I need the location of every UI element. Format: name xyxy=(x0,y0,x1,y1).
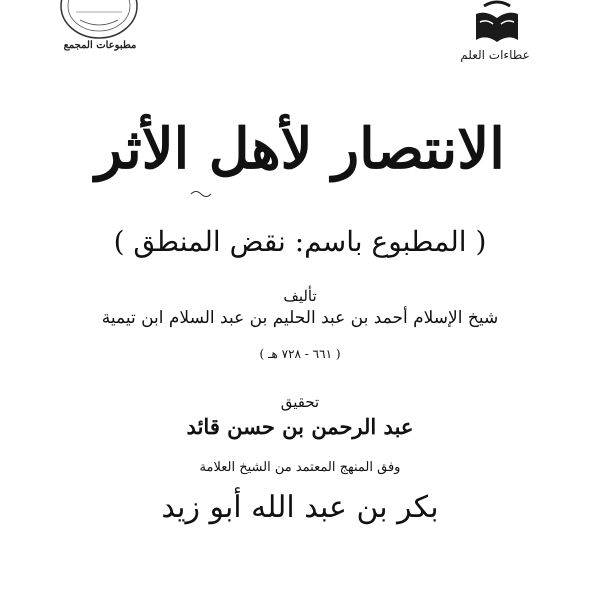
title-ornament-icon xyxy=(190,188,212,201)
seal-caption: مطبوعات المجمع xyxy=(63,40,137,51)
open-book-icon xyxy=(462,0,532,50)
seal-emblem-icon xyxy=(58,0,140,40)
scholar-name: بكر بن عبد الله أبو زيد xyxy=(161,490,439,525)
author-name: شيخ الإسلام أحمد بن عبد الحليم بن عبد السلام ابن تيمية xyxy=(101,308,499,328)
logo-caption: عطاءات العلم xyxy=(460,48,530,62)
book-title: الانتصار لأهل الأثر xyxy=(95,116,505,182)
author-label: تأليف xyxy=(283,287,317,305)
editor-name: عبد الرحمن بن حسن قائد xyxy=(186,414,414,439)
bottom-edge-decoration xyxy=(0,588,600,600)
method-line: وفق المنهج المعتمد من الشيخ العلامة xyxy=(199,460,401,475)
book-subtitle: ( المطبوع باسم: نقض المنطق ) xyxy=(113,225,487,258)
academy-seal xyxy=(58,0,140,40)
editor-label: تحقيق xyxy=(280,393,320,411)
author-dates: ( ٦٦١ - ٧٢٨ هـ ) xyxy=(259,347,341,361)
